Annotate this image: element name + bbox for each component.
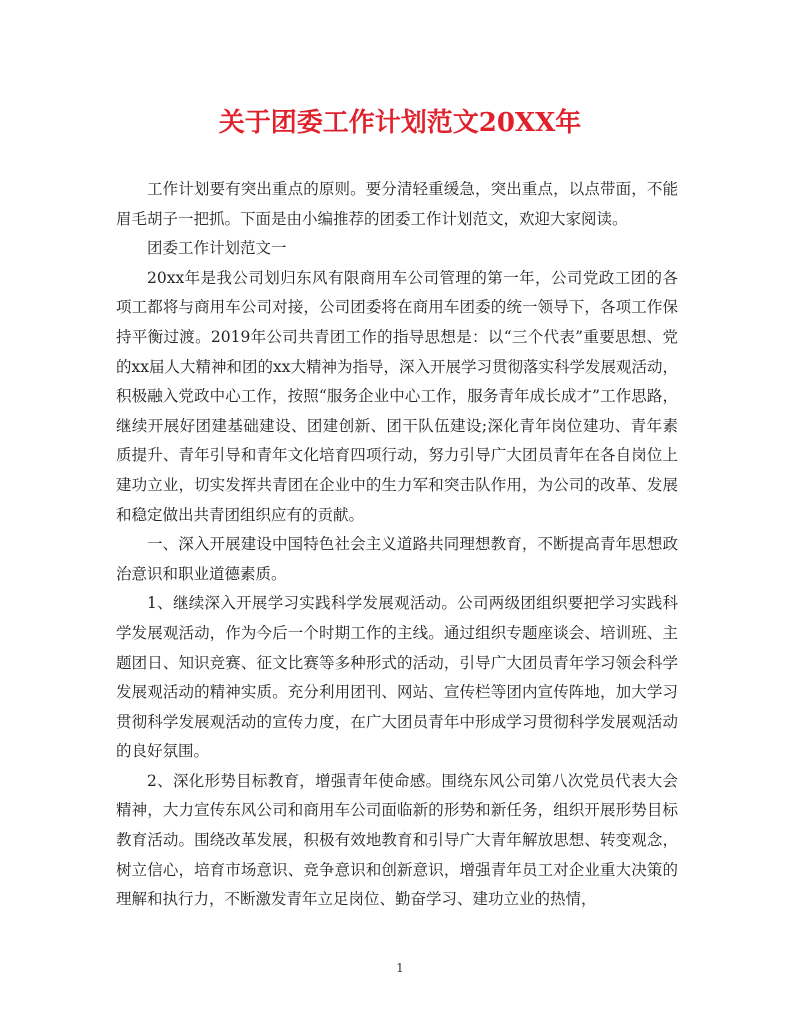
document-body — [116, 175, 678, 915]
paragraph: 团委工作计划范文一 — [147, 239, 287, 258]
paragraph: 20xx年是我公司划归东风有限商用车公司管理的第一年，公司党政工团的各项工都将与商用车公司对接，公司团委将在商用车团委的统一领导下，各项工作保持平衡过渡。2019年公司共青团工作的指导思想是：以“三个代表”重要思想、党的xx届人大精神和团的xx大精神为指导，深入开展学习贯彻落实科学发展观活动，积极融入党政中心工作，按照“服务企业中心工作，服务青年成长成才”工作思路，继续开展好团建基础建设、团建创新、团干队伍建设;深化青年岗位建功、青年素质提升、青年引导和青年文化培育四项行动，努力引导广大团员青年在各自岗位上建功立业，切实发挥共青团在企业中的生力军和突击队作用，为公司的改革、发展和稳定做出共青团组织应有的贡献。 — [116, 268, 678, 524]
document-title: 关于团委工作计划范文20XX年 — [218, 108, 582, 138]
paragraph: 一、深入开展建设中国特色社会主义道路共同理想教育，不断提高青年思想政治意识和职业道德素质。 — [116, 535, 678, 583]
paragraph: 1、继续深入开展学习实践科学发展观活动。公司两级团组织要把学习实践科学发展观活动，作为今后一个时期工作的主线。通过组织专题座谈会、培训班、主题团日、知识竞赛、征文比赛等多种形式的活动，引导广大团员青年学习领会科学发展观活动的精神实质。充分利用团刊、网站、宣传栏等团内宣传阵地，加大学习贯彻科学发展观活动的宣传力度，在广大团员青年中形成学习贯彻科学发展观活动的良好氛围。 — [116, 594, 678, 761]
page-number: 1 — [396, 961, 404, 975]
paragraph: 工作计划要有突出重点的原则。要分清轻重缓急，突出重点，以点带面，不能眉毛胡子一把抓。下面是由小编推荐的团委工作计划范文，欢迎大家阅读。 — [116, 180, 678, 228]
paragraph: 2、深化形势目标教育，增强青年使命感。围绕东风公司第八次党员代表大会精神，大力宣传东风公司和商用车公司面临新的形势和新任务，组织开展形势目标教育活动。围绕改革发展，积极有效地教育和引导广大青年解放思想、转变观念，树立信心，培育市场意识、竞争意识和创新意识，增强青年员工对企业重大决策的理解和执行力，不断激发青年立足岗位、勤奋学习、建功立业的热情， — [116, 771, 678, 909]
